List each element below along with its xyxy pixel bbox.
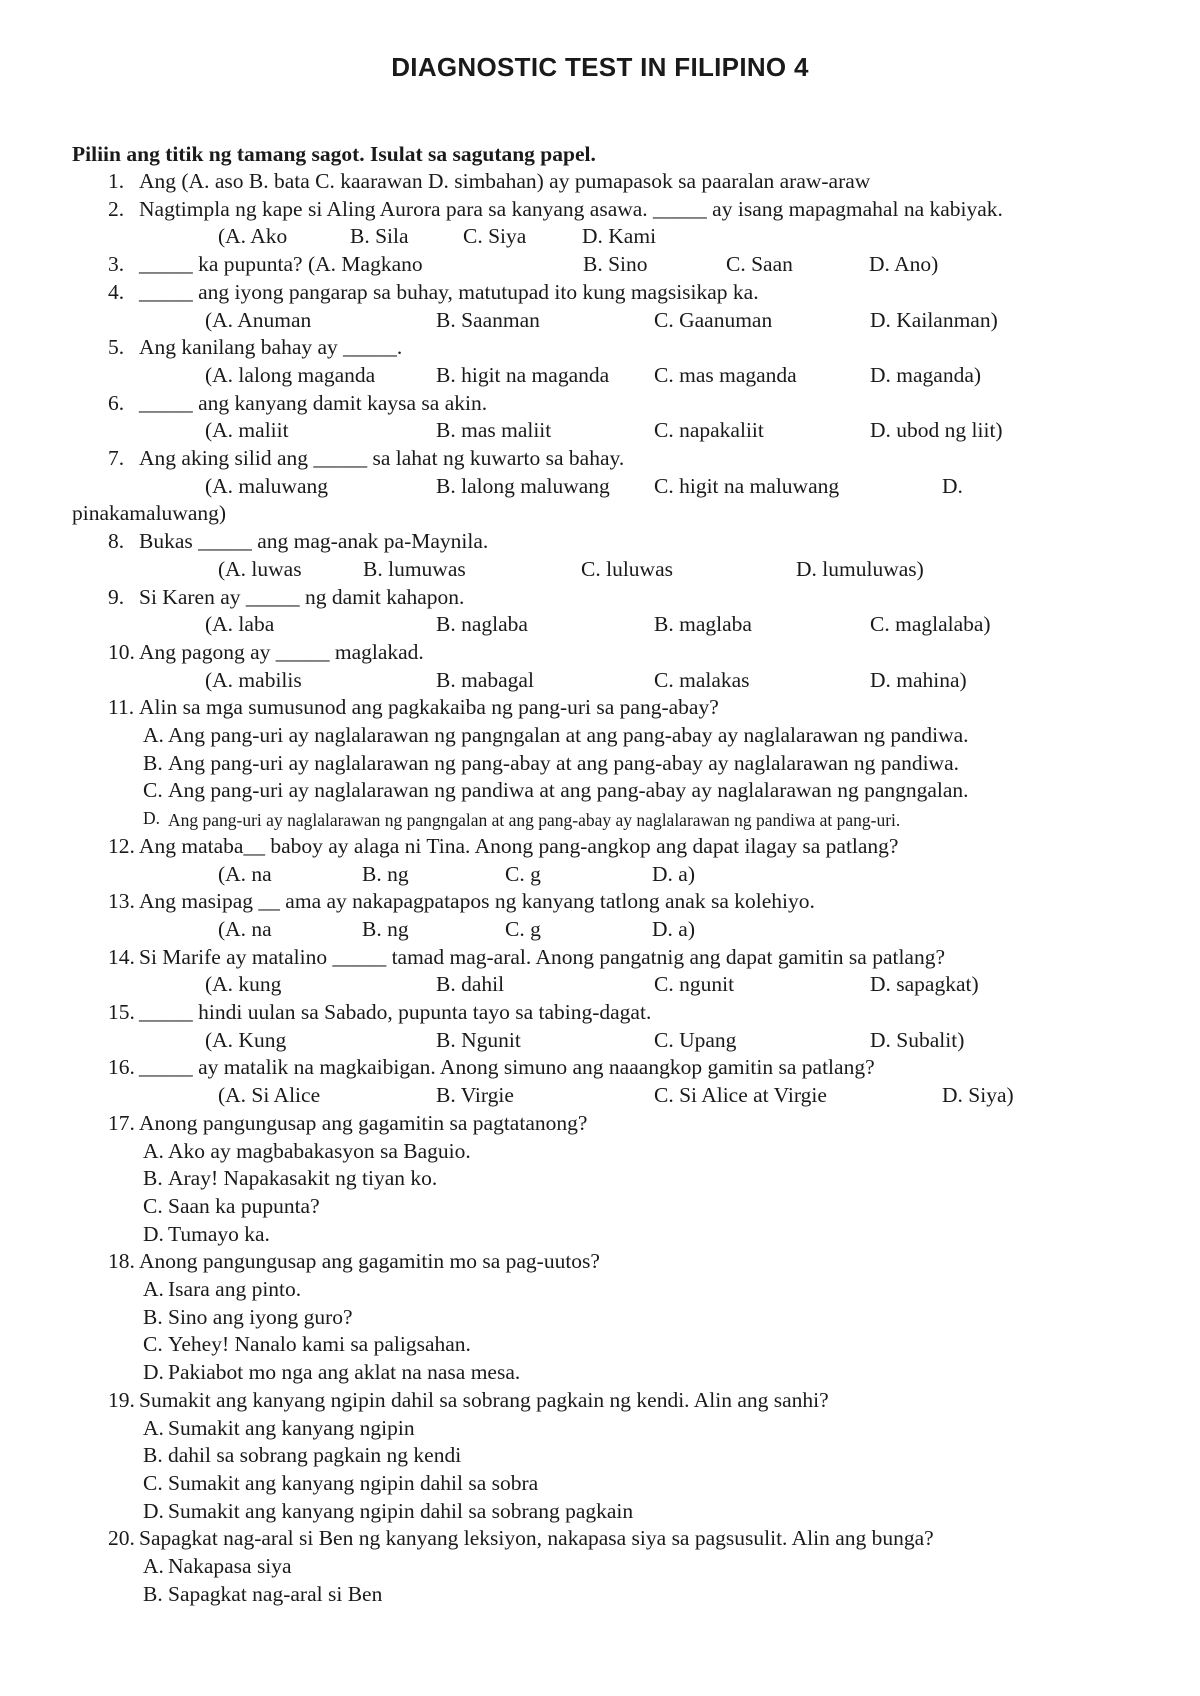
question-text: Ang masipag __ ama ay nakapagpatapos ng kanyang tatlong anak sa kolehiyo.: [139, 889, 815, 914]
answer-choice: C. ngunit: [654, 972, 735, 997]
option-text: Isara ang pinto.: [168, 1277, 302, 1301]
question-text: _____ ay matalik na magkaibigan. Anong simuno ang naaangkop gamitin sa patlang?: [139, 1055, 875, 1080]
question-number: 11.: [108, 695, 135, 720]
question-number: 9.: [108, 584, 125, 609]
option-text: Sumakit ang kanyang ngipin dahil sa sobrang pagkain: [168, 1498, 634, 1523]
answer-choice: (A. kung: [205, 972, 282, 997]
question-number: 2.: [108, 196, 125, 221]
option-letter: B.: [143, 1581, 163, 1606]
option-letter: A.: [143, 1277, 164, 1301]
option-text: Ang pang-uri ay naglalarawan ng pangngalan at ang pang-abay ay naglalarawan ng pandiwa at pang-uri.: [168, 810, 901, 831]
question-text: Ang aking silid ang _____ sa lahat ng kuwarto sa bahay.: [139, 446, 625, 470]
option-text: Sumakit ang kanyang ngipin dahil sa sobra: [168, 1470, 539, 1495]
answer-choice: D. lumuluwas): [796, 556, 924, 581]
answer-choice: (A. na: [218, 861, 272, 886]
option-text: Ang pang-uri ay naglalarawan ng pandiwa at ang pang-abay ay naglalarawan ng pangngalan.: [168, 778, 969, 803]
inline-choice: D. Ano): [869, 252, 939, 277]
answer-choice: (A. Si Alice: [218, 1083, 321, 1108]
answer-choice: C. maglalaba): [870, 612, 991, 637]
option-text: Tumayo ka.: [168, 1221, 270, 1246]
question-number: 18.: [108, 1249, 135, 1274]
option-letter: B.: [143, 750, 163, 775]
instructions: Piliin ang titik ng tamang sagot. Isulat sa sagutang papel.: [72, 142, 596, 166]
question-number: 12.: [108, 833, 135, 858]
question-text: Si Marife ay matalino _____ tamad mag-aral. Anong pangatnig ang dapat gamitin sa patlang?: [139, 944, 946, 969]
answer-choice: D.: [942, 473, 963, 498]
question-number: 17.: [108, 1110, 135, 1135]
answer-choice: (A. maluwang: [205, 473, 328, 498]
option-text: Yehey! Nanalo kami sa paligsahan.: [168, 1332, 471, 1357]
answer-choice: D. Siya): [942, 1083, 1014, 1108]
question-number: 3.: [108, 252, 125, 277]
option-text: Nakapasa siya: [168, 1554, 292, 1578]
option-letter: D.: [143, 808, 161, 829]
answer-choice: C. Gaanuman: [654, 307, 773, 332]
question-text: Sumakit ang kanyang ngipin dahil sa sobrang pagkain ng kendi. Alin ang sanhi?: [139, 1387, 829, 1412]
answer-choice: B. mabagal: [436, 667, 534, 692]
question-number: 13.: [108, 889, 135, 914]
answer-choice: C. Si Alice at Virgie: [654, 1083, 827, 1108]
answer-choice: D. sapagkat): [870, 972, 979, 997]
question-text: Ang (A. aso B. bata C. kaarawan D. simbahan) ay pumapasok sa paaralan araw-araw: [139, 169, 871, 193]
question-number: 19.: [108, 1387, 135, 1412]
question-number: 15.: [108, 1000, 135, 1024]
answer-choice: C. Siya: [463, 224, 527, 249]
answer-choice: (A. lalong maganda: [205, 362, 376, 387]
question-text: Ang mataba__ baboy ay alaga ni Tina. Anong pang-angkop ang dapat ilagay sa patlang?: [139, 833, 899, 858]
option-letter: C.: [143, 778, 163, 803]
answer-choice: B. ng: [362, 861, 409, 886]
answer-choice: D. a): [652, 861, 695, 886]
option-text: Ang pang-uri ay naglalarawan ng pang-abay at ang pang-abay ay naglalarawan ng pandiwa.: [168, 750, 959, 775]
answer-choice: B. Sila: [350, 224, 409, 249]
answer-choice: B. mas maliit: [436, 418, 552, 443]
answer-choice: C. g: [505, 861, 541, 886]
answer-choice: C. malakas: [654, 667, 750, 692]
question-text: Bukas _____ ang mag-anak pa-Maynila.: [139, 529, 489, 554]
answer-choice: C. mas maganda: [654, 362, 797, 387]
question-text: _____ ang kanyang damit kaysa sa akin.: [139, 390, 488, 415]
answer-choice: B. naglaba: [436, 612, 528, 637]
option-text: Saan ka pupunta?: [168, 1193, 320, 1218]
answer-choice: C. higit na maluwang: [654, 473, 840, 498]
answer-choice: (A. luwas: [218, 556, 302, 581]
option-letter: C.: [143, 1470, 163, 1495]
answer-choice: B. Virgie: [436, 1083, 514, 1108]
answer-choice: C. g: [505, 916, 541, 941]
option-text: Aray! Napakasakit ng tiyan ko.: [168, 1166, 438, 1191]
question-number: 14.: [108, 944, 135, 969]
answer-choice: B. lumuwas: [363, 556, 466, 581]
answer-choice: B. dahil: [436, 972, 505, 997]
option-text: Sino ang iyong guro?: [168, 1304, 353, 1329]
question-text: _____ ang iyong pangarap sa buhay, matutupad ito kung magsisikap ka.: [139, 279, 759, 304]
answer-choice: D. maganda): [870, 362, 982, 387]
option-text: Ang pang-uri ay naglalarawan ng pangngalan at ang pang-abay ay naglalarawan ng pandiwa.: [168, 723, 969, 747]
question-text: Alin sa mga sumusunod ang pagkakaiba ng pang-uri sa pang-abay?: [139, 695, 719, 720]
answer-choice: D. Kami: [582, 224, 657, 249]
option-letter: A.: [143, 1554, 164, 1578]
inline-choice: C. Saan: [726, 252, 793, 277]
answer-choice: B. lalong maluwang: [436, 473, 610, 498]
answer-choice: D. Kailanman): [870, 307, 998, 332]
option-letter: C.: [143, 1332, 163, 1357]
answer-choice: (A. Ako: [218, 224, 288, 249]
option-text: dahil sa sobrang pagkain ng kendi: [168, 1443, 462, 1468]
question-text: Sapagkat nag-aral si Ben ng kanyang leksiyon, nakapasa siya sa pagsusulit. Alin ang bunga?: [139, 1526, 934, 1551]
option-text: Sapagkat nag-aral si Ben: [168, 1581, 383, 1606]
answer-choice: D. ubod ng liit): [870, 418, 1003, 443]
option-letter: A.: [143, 1415, 164, 1440]
option-letter: B.: [143, 1304, 163, 1329]
question-number: 7.: [108, 446, 125, 470]
answer-choice: (A. laba: [205, 612, 275, 637]
option-letter: B.: [143, 1166, 163, 1191]
option-letter: A.: [143, 1138, 164, 1163]
question-text: Nagtimpla ng kape si Aling Aurora para sa kanyang asawa. _____ ay isang mapagmahal na kabiyak.: [139, 196, 1003, 221]
answer-choice: C. Upang: [654, 1027, 737, 1052]
question-number: 10.: [108, 639, 135, 664]
question-text: _____ ka pupunta? (A. Magkano: [139, 252, 423, 277]
option-letter: D.: [143, 1498, 164, 1523]
answer-choice: D. Subalit): [870, 1027, 965, 1052]
question-text: Ang pagong ay _____ maglakad.: [139, 639, 424, 664]
answer-choice: B. Ngunit: [436, 1027, 521, 1052]
answer-choice: C. luluwas: [581, 556, 673, 581]
answer-choice: (A. Anuman: [205, 307, 312, 332]
answer-choice: (A. maliit: [205, 418, 289, 443]
question-text: Anong pangungusap ang gagamitin sa pagtatanong?: [139, 1110, 588, 1135]
question-text: Si Karen ay _____ ng damit kahapon.: [139, 584, 465, 609]
answer-choice: B. maglaba: [654, 612, 752, 637]
answer-choice: D. a): [652, 916, 695, 941]
answer-choice: (A. mabilis: [205, 667, 302, 692]
answer-choice: (A. Kung: [205, 1027, 287, 1052]
answer-choice: D. mahina): [870, 667, 967, 692]
question-number: 5.: [108, 335, 125, 360]
question-number: 20.: [108, 1526, 135, 1551]
answer-choice-wrap: pinakamaluwang): [72, 501, 227, 526]
inline-choice: B. Sino: [583, 252, 648, 277]
question-number: 6.: [108, 390, 125, 415]
page-title: DIAGNOSTIC TEST IN FILIPINO 4: [391, 52, 809, 82]
option-text: Sumakit ang kanyang ngipin: [168, 1415, 415, 1440]
option-letter: B.: [143, 1443, 163, 1468]
answer-choice: C. napakaliit: [654, 418, 764, 443]
answer-choice: B. higit na maganda: [436, 362, 610, 387]
question-text: Ang kanilang bahay ay _____.: [139, 335, 403, 360]
option-text: Pakiabot mo nga ang aklat na nasa mesa.: [168, 1360, 521, 1385]
option-text: Ako ay magbabakasyon sa Baguio.: [168, 1138, 471, 1163]
answer-choice: B. ng: [362, 916, 409, 941]
question-text: _____ hindi uulan sa Sabado, pupunta tayo sa tabing-dagat.: [139, 1000, 652, 1024]
option-letter: D.: [143, 1360, 164, 1385]
question-number: 1.: [108, 169, 125, 193]
option-letter: C.: [143, 1193, 163, 1218]
question-text: Anong pangungusap ang gagamitin mo sa pag-uutos?: [139, 1249, 600, 1274]
question-number: 4.: [108, 279, 125, 304]
option-letter: D.: [143, 1221, 164, 1246]
option-letter: A.: [143, 723, 164, 747]
question-number: 8.: [108, 529, 125, 554]
question-number: 16.: [108, 1055, 135, 1080]
answer-choice: B. Saanman: [436, 307, 540, 332]
answer-choice: (A. na: [218, 916, 272, 941]
